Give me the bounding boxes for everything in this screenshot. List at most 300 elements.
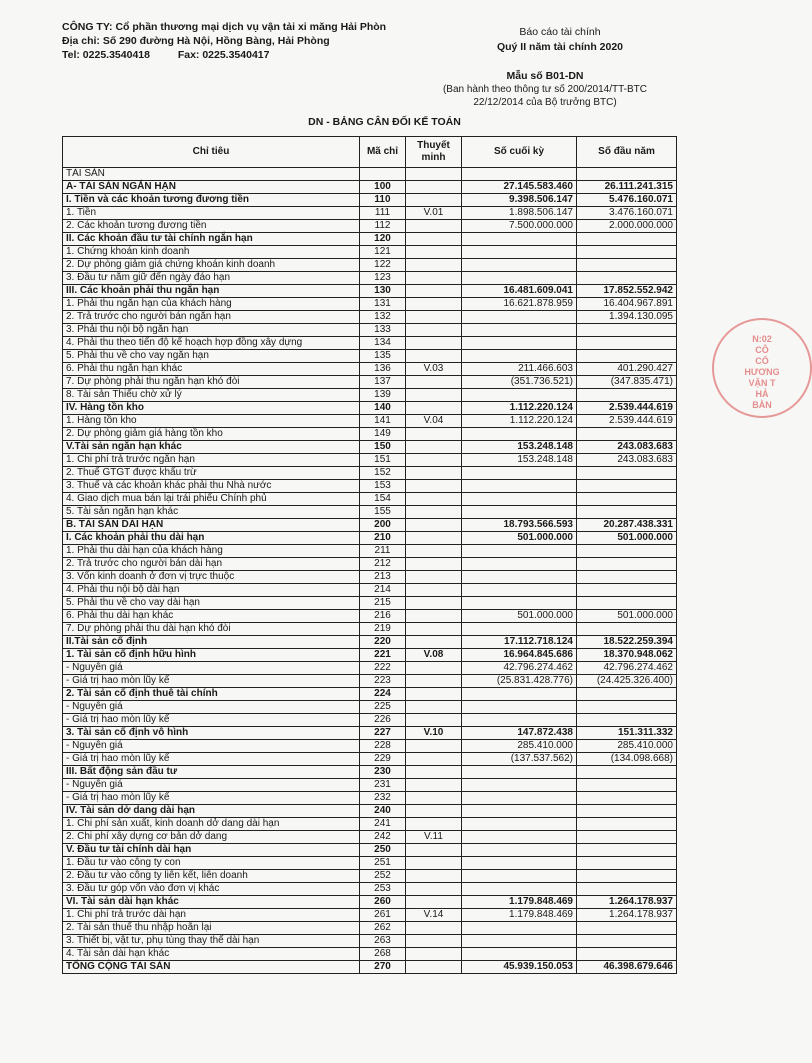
row-code: 230 <box>360 766 406 779</box>
table-row <box>63 584 677 597</box>
report-header <box>470 25 650 55</box>
row-code: 270 <box>360 961 406 974</box>
row-label: 8. Tài sản Thiếu chờ xử lý <box>63 389 360 402</box>
row-label: 4. Phải thu nội bộ dài hạn <box>63 584 360 597</box>
row-note <box>406 545 462 558</box>
row-start-value <box>577 922 677 935</box>
row-label: TÀI SẢN <box>63 168 360 181</box>
row-end-value <box>462 246 577 259</box>
table-row <box>63 636 677 649</box>
row-note <box>406 454 462 467</box>
table-row <box>63 181 677 194</box>
row-label: 1. Hàng tồn kho <box>63 415 360 428</box>
row-end-value <box>462 233 577 246</box>
column-header-code: Mã chỉ <box>360 137 406 168</box>
row-end-value <box>462 597 577 610</box>
table-row <box>63 493 677 506</box>
row-start-value <box>577 779 677 792</box>
row-start-value <box>577 766 677 779</box>
row-label: 7. Dự phòng phải thu dài hạn khó đòi <box>63 623 360 636</box>
row-end-value: 18.793.566.593 <box>462 519 577 532</box>
row-label: 3. Thuế và các khoản khác phải thu Nhà nước <box>63 480 360 493</box>
row-start-value: 501.000.000 <box>577 610 677 623</box>
table-row <box>63 285 677 298</box>
table-row <box>63 454 677 467</box>
table-row <box>63 402 677 415</box>
table-row <box>63 623 677 636</box>
row-start-value: 2.000.000.000 <box>577 220 677 233</box>
row-code: 134 <box>360 337 406 350</box>
row-label: 2. Chi phí xây dựng cơ bản dở dang <box>63 831 360 844</box>
row-code: 130 <box>360 285 406 298</box>
row-code: 141 <box>360 415 406 428</box>
row-end-value: 285.410.000 <box>462 740 577 753</box>
row-end-value: 17.112.718.124 <box>462 636 577 649</box>
row-label: 2. Đầu tư vào công ty liên kết, liên doanh <box>63 870 360 883</box>
row-end-value <box>462 948 577 961</box>
row-label: 2. Trả trước cho người bán ngắn hạn <box>63 311 360 324</box>
table-row <box>63 662 677 675</box>
row-code: 261 <box>360 909 406 922</box>
row-end-value <box>462 428 577 441</box>
row-note <box>406 298 462 311</box>
row-start-value: 18.370.948.062 <box>577 649 677 662</box>
report-type: Báo cáo tài chính <box>519 26 601 38</box>
row-code: 121 <box>360 246 406 259</box>
row-label: 5. Tài sản ngắn hạn khác <box>63 506 360 519</box>
row-note <box>406 675 462 688</box>
row-end-value: 1.179.848.469 <box>462 896 577 909</box>
row-start-value: 20.287.438.331 <box>577 519 677 532</box>
row-label: - Giá trị hao mòn lũy kế <box>63 675 360 688</box>
row-note <box>406 714 462 727</box>
row-note <box>406 584 462 597</box>
row-note: V.04 <box>406 415 462 428</box>
row-note <box>406 935 462 948</box>
row-note <box>406 896 462 909</box>
row-end-value <box>462 857 577 870</box>
row-label: 2. Dự phòng giảm giá hàng tồn kho <box>63 428 360 441</box>
row-end-value: 42.796.274.462 <box>462 662 577 675</box>
row-note <box>406 506 462 519</box>
row-note <box>406 168 462 181</box>
company-header <box>62 20 386 62</box>
row-end-value <box>462 844 577 857</box>
table-row <box>63 259 677 272</box>
row-end-value: 16.481.609.041 <box>462 285 577 298</box>
row-code: 110 <box>360 194 406 207</box>
table-row <box>63 597 677 610</box>
row-label: V.Tài sản ngắn hạn khác <box>63 441 360 454</box>
row-label: 5. Phải thu về cho vay ngắn hạn <box>63 350 360 363</box>
row-end-value: 501.000.000 <box>462 610 577 623</box>
row-code: 223 <box>360 675 406 688</box>
table-row <box>63 753 677 766</box>
row-label: VI. Tài sản dài hạn khác <box>63 896 360 909</box>
row-label: 1. Tài sản cố định hữu hình <box>63 649 360 662</box>
row-code: 215 <box>360 597 406 610</box>
row-end-value <box>462 805 577 818</box>
table-row <box>63 818 677 831</box>
row-label: 2. Trả trước cho người bán dài hạn <box>63 558 360 571</box>
row-code: 212 <box>360 558 406 571</box>
table-row <box>63 545 677 558</box>
row-code: 251 <box>360 857 406 870</box>
row-note <box>406 467 462 480</box>
row-note: V.14 <box>406 909 462 922</box>
row-code: 139 <box>360 389 406 402</box>
table-row <box>63 948 677 961</box>
row-start-value <box>577 558 677 571</box>
table-row <box>63 233 677 246</box>
row-label: II.Tài sản cố định <box>63 636 360 649</box>
row-end-value <box>462 883 577 896</box>
row-end-value <box>462 688 577 701</box>
table-row <box>63 298 677 311</box>
row-code: 242 <box>360 831 406 844</box>
row-note <box>406 688 462 701</box>
row-note <box>406 259 462 272</box>
table-row <box>63 532 677 545</box>
row-code: 122 <box>360 259 406 272</box>
row-note <box>406 636 462 649</box>
row-start-value <box>577 272 677 285</box>
row-note <box>406 753 462 766</box>
row-label: 6. Phải thu dài hạn khác <box>63 610 360 623</box>
table-row <box>63 571 677 584</box>
row-code: 224 <box>360 688 406 701</box>
row-label: 4. Phải thu theo tiến độ kế hoạch hợp đồng xây dựng <box>63 337 360 350</box>
row-code: 111 <box>360 207 406 220</box>
row-label: - Giá trị hao mòn lũy kế <box>63 714 360 727</box>
row-label: III. Các khoản phải thu ngắn hạn <box>63 285 360 298</box>
column-header-item: Chỉ tiêu <box>63 137 360 168</box>
company-tel: Tel: 0225.3540418 <box>62 49 150 61</box>
row-note <box>406 285 462 298</box>
row-label: 4. Giao dịch mua bán lại trái phiếu Chính phủ <box>63 493 360 506</box>
row-start-value <box>577 844 677 857</box>
row-label: 3. Phải thu nội bộ ngắn hạn <box>63 324 360 337</box>
table-row <box>63 779 677 792</box>
table-row <box>63 194 677 207</box>
row-note <box>406 883 462 896</box>
row-note <box>406 766 462 779</box>
column-header-end: Số cuối kỳ <box>462 137 577 168</box>
table-row <box>63 519 677 532</box>
row-label: A- TÀI SẢN NGẮN HẠN <box>63 181 360 194</box>
table-row <box>63 207 677 220</box>
row-start-value: 18.522.259.394 <box>577 636 677 649</box>
row-end-value: 16.621.878.959 <box>462 298 577 311</box>
table-row <box>63 922 677 935</box>
row-end-value: 153.248.148 <box>462 441 577 454</box>
row-start-value: (24.425.326.400) <box>577 675 677 688</box>
row-code: 213 <box>360 571 406 584</box>
row-end-value <box>462 831 577 844</box>
row-label: TỔNG CỘNG TÀI SẢN <box>63 961 360 974</box>
row-end-value <box>462 389 577 402</box>
row-end-value <box>462 818 577 831</box>
row-end-value: 16.964.845.686 <box>462 649 577 662</box>
row-code: 140 <box>360 402 406 415</box>
row-end-value <box>462 545 577 558</box>
row-note <box>406 337 462 350</box>
stamp-line: HƯƠNG <box>744 367 780 377</box>
table-row <box>63 805 677 818</box>
row-end-value: 27.145.583.460 <box>462 181 577 194</box>
row-code: 260 <box>360 896 406 909</box>
row-label: 4. Tài sản dài hạn khác <box>63 948 360 961</box>
row-start-value <box>577 831 677 844</box>
row-label: I. Các khoản phải thu dài hạn <box>63 532 360 545</box>
row-start-value <box>577 337 677 350</box>
row-note: V.10 <box>406 727 462 740</box>
row-note <box>406 441 462 454</box>
row-start-value: 285.410.000 <box>577 740 677 753</box>
row-note <box>406 701 462 714</box>
table-row <box>63 649 677 662</box>
table-row <box>63 415 677 428</box>
row-note: V.03 <box>406 363 462 376</box>
row-start-value <box>577 545 677 558</box>
row-start-value: 26.111.241.315 <box>577 181 677 194</box>
row-end-value <box>462 324 577 337</box>
row-start-value <box>577 324 677 337</box>
row-code: 133 <box>360 324 406 337</box>
row-start-value: (347.835.471) <box>577 376 677 389</box>
row-label: - Nguyên giá <box>63 662 360 675</box>
row-start-value <box>577 818 677 831</box>
row-code: 232 <box>360 792 406 805</box>
report-period: Quý II năm tài chính 2020 <box>496 41 624 53</box>
row-code: 225 <box>360 701 406 714</box>
row-end-value: 1.112.220.124 <box>462 415 577 428</box>
row-note <box>406 480 462 493</box>
balance-sheet-table <box>62 136 677 974</box>
row-note <box>406 870 462 883</box>
row-note <box>406 792 462 805</box>
row-code <box>360 168 406 181</box>
row-note <box>406 233 462 246</box>
row-code: 227 <box>360 727 406 740</box>
row-code: 229 <box>360 753 406 766</box>
row-label: 2. Tài sản thuế thu nhập hoãn lại <box>63 922 360 935</box>
row-code: 240 <box>360 805 406 818</box>
row-start-value: 42.796.274.462 <box>577 662 677 675</box>
row-label: 2. Dự phòng giảm giá chứng khoán kinh doanh <box>63 259 360 272</box>
row-label: - Nguyên giá <box>63 701 360 714</box>
table-row <box>63 896 677 909</box>
row-code: 135 <box>360 350 406 363</box>
table-row <box>63 467 677 480</box>
row-start-value <box>577 714 677 727</box>
row-start-value <box>577 233 677 246</box>
row-start-value <box>577 428 677 441</box>
table-row <box>63 311 677 324</box>
row-code: 220 <box>360 636 406 649</box>
row-start-value <box>577 935 677 948</box>
row-code: 214 <box>360 584 406 597</box>
row-code: 112 <box>360 220 406 233</box>
row-code: 153 <box>360 480 406 493</box>
row-start-value: 1.394.130.095 <box>577 311 677 324</box>
row-code: 149 <box>360 428 406 441</box>
row-start-value <box>577 597 677 610</box>
row-label: 1. Phải thu ngắn hạn của khách hàng <box>63 298 360 311</box>
row-start-value: 16.404.967.891 <box>577 298 677 311</box>
row-note <box>406 818 462 831</box>
table-row <box>63 389 677 402</box>
row-label: 3. Đầu tư nắm giữ đến ngày đáo hạn <box>63 272 360 285</box>
table-row <box>63 220 677 233</box>
table-row <box>63 363 677 376</box>
stamp-line: N:02 <box>752 334 772 344</box>
stamp-line: CỔ <box>755 356 769 366</box>
row-code: 150 <box>360 441 406 454</box>
row-end-value: 1.179.848.469 <box>462 909 577 922</box>
table-row <box>63 506 677 519</box>
form-info <box>420 70 670 109</box>
table-row <box>63 428 677 441</box>
table-row <box>63 727 677 740</box>
row-start-value <box>577 493 677 506</box>
row-start-value: 501.000.000 <box>577 532 677 545</box>
row-note <box>406 922 462 935</box>
row-label: 1. Chi phí sản xuất, kinh doanh dở dang dài hạn <box>63 818 360 831</box>
row-note <box>406 324 462 337</box>
row-note <box>406 610 462 623</box>
table-row <box>63 324 677 337</box>
stamp-line: VẬN T <box>748 378 776 388</box>
row-label: 1. Chi phí trả trước dài hạn <box>63 909 360 922</box>
row-label: 3. Thiết bị, vật tư, phụ tùng thay thế dài hạn <box>63 935 360 948</box>
row-note <box>406 194 462 207</box>
row-label: III. Bất động sản đầu tư <box>63 766 360 779</box>
row-start-value: 2.539.444.619 <box>577 402 677 415</box>
row-start-value: 151.311.332 <box>577 727 677 740</box>
row-code: 252 <box>360 870 406 883</box>
stamp-text <box>714 334 810 411</box>
row-start-value <box>577 350 677 363</box>
row-note <box>406 519 462 532</box>
table-row <box>63 909 677 922</box>
table-row <box>63 844 677 857</box>
row-end-value: 45.939.150.053 <box>462 961 577 974</box>
row-end-value <box>462 259 577 272</box>
row-code: 120 <box>360 233 406 246</box>
row-note <box>406 844 462 857</box>
row-code: 132 <box>360 311 406 324</box>
row-start-value: 243.083.683 <box>577 441 677 454</box>
row-end-value: 501.000.000 <box>462 532 577 545</box>
table-row <box>63 272 677 285</box>
row-note <box>406 779 462 792</box>
row-end-value <box>462 467 577 480</box>
table-row <box>63 376 677 389</box>
row-end-value <box>462 337 577 350</box>
row-note <box>406 571 462 584</box>
table-row <box>63 766 677 779</box>
row-note: V.11 <box>406 831 462 844</box>
row-code: 221 <box>360 649 406 662</box>
row-end-value: 1.112.220.124 <box>462 402 577 415</box>
row-code: 216 <box>360 610 406 623</box>
table-row <box>63 246 677 259</box>
row-label: 3. Đầu tư góp vốn vào đơn vị khác <box>63 883 360 896</box>
row-label: IV. Hàng tồn kho <box>63 402 360 415</box>
row-start-value: 401.290.427 <box>577 363 677 376</box>
row-start-value <box>577 259 677 272</box>
row-label: 1. Chi phí trả trước ngắn hạn <box>63 454 360 467</box>
row-label: - Giá trị hao mòn lũy kế <box>63 753 360 766</box>
row-note <box>406 376 462 389</box>
row-start-value: 46.398.679.646 <box>577 961 677 974</box>
row-end-value: 7.500.000.000 <box>462 220 577 233</box>
row-code: 151 <box>360 454 406 467</box>
row-start-value <box>577 584 677 597</box>
row-note <box>406 662 462 675</box>
row-label: 1. Đầu tư vào công ty con <box>63 857 360 870</box>
row-start-value <box>577 701 677 714</box>
row-start-value <box>577 688 677 701</box>
table-row <box>63 857 677 870</box>
row-code: 226 <box>360 714 406 727</box>
row-end-value <box>462 272 577 285</box>
row-note <box>406 402 462 415</box>
row-code: 263 <box>360 935 406 948</box>
row-end-value <box>462 701 577 714</box>
row-start-value: 243.083.683 <box>577 454 677 467</box>
row-note <box>406 428 462 441</box>
row-end-value <box>462 558 577 571</box>
row-code: 241 <box>360 818 406 831</box>
row-end-value <box>462 506 577 519</box>
row-end-value <box>462 168 577 181</box>
row-note <box>406 311 462 324</box>
row-end-value <box>462 480 577 493</box>
row-note <box>406 948 462 961</box>
row-label: II. Các khoản đầu tư tài chính ngắn hạn <box>63 233 360 246</box>
row-end-value <box>462 714 577 727</box>
row-start-value <box>577 571 677 584</box>
row-code: 211 <box>360 545 406 558</box>
row-end-value <box>462 584 577 597</box>
row-label: - Nguyên giá <box>63 779 360 792</box>
row-start-value <box>577 168 677 181</box>
row-code: 250 <box>360 844 406 857</box>
table-body <box>63 168 677 974</box>
row-code: 228 <box>360 740 406 753</box>
row-start-value <box>577 805 677 818</box>
row-code: 222 <box>360 662 406 675</box>
table-row <box>63 675 677 688</box>
row-end-value: 153.248.148 <box>462 454 577 467</box>
row-code: 155 <box>360 506 406 519</box>
table-row <box>63 441 677 454</box>
row-label: 5. Phải thu về cho vay dài hạn <box>63 597 360 610</box>
table-row <box>63 688 677 701</box>
row-start-value: 2.539.444.619 <box>577 415 677 428</box>
row-start-value: 5.476.160.071 <box>577 194 677 207</box>
row-label: V. Đầu tư tài chính dài hạn <box>63 844 360 857</box>
row-code: 123 <box>360 272 406 285</box>
row-note <box>406 558 462 571</box>
row-start-value <box>577 480 677 493</box>
row-note <box>406 493 462 506</box>
row-start-value <box>577 506 677 519</box>
table-row <box>63 935 677 948</box>
row-start-value <box>577 792 677 805</box>
